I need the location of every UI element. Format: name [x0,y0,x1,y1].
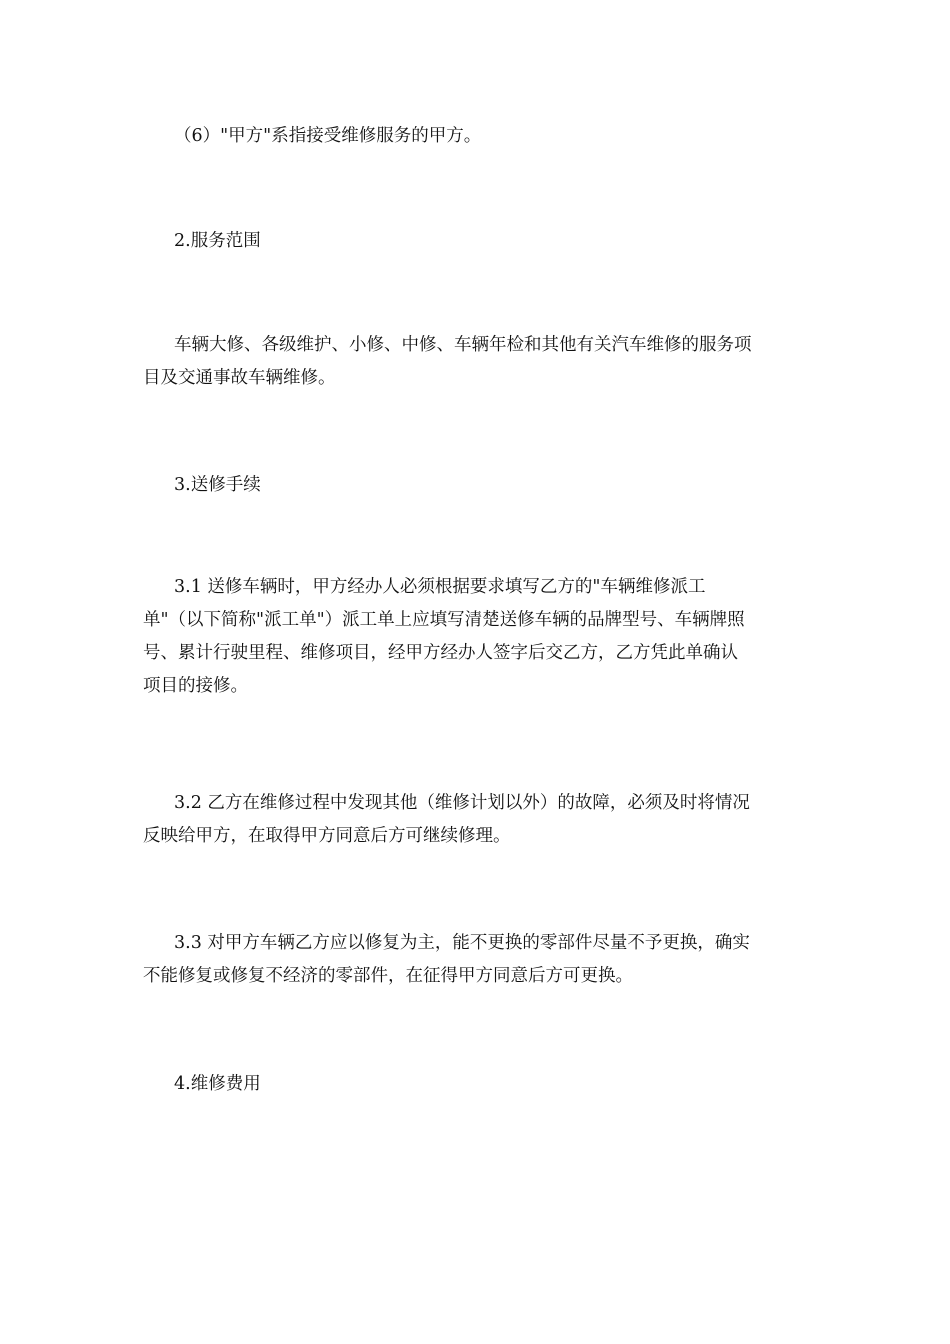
clause-3-1-line-1: 3.1 送修车辆时，甲方经办人必须根据要求填写乙方的"车辆维修派工 [174,577,706,597]
clause-3-3-line-1: 3.3 对甲方车辆乙方应以修复为主，能不更换的零部件尽量不予更换，确实 [174,933,750,953]
clause-3-3-line-2: 不能修复或修复不经济的零部件，在征得甲方同意后方可更换。 [143,966,633,986]
section-2-heading [143,225,809,258]
section-4-title: 4.维修费用 [174,1074,261,1094]
item-6-definition [143,120,809,153]
clause-3-1 [143,571,809,703]
section-2-body [143,329,809,395]
clause-3-2-line-1: 3.2 乙方在维修过程中发现其他（维修计划以外）的故障，必须及时将情况 [174,793,750,813]
clause-3-1-line-2: 单"（以下简称"派工单"）派工单上应填写清楚送修车辆的品牌型号、车辆牌照 [143,610,745,630]
section-3-title: 3.送修手续 [174,475,261,495]
clause-3-2 [143,787,809,853]
clause-3-1-line-3: 号、累计行驶里程、维修项目，经甲方经办人签字后交乙方，乙方凭此单确认 [143,643,738,663]
clause-3-1-line-4: 项目的接修。 [143,676,248,696]
section-3-heading [143,469,809,502]
section-4-heading [143,1068,809,1101]
item-6-text: （6）"甲方"系指接受维修服务的甲方。 [174,126,482,146]
section-2-line-1: 车辆大修、各级维护、小修、中修、车辆年检和其他有关汽车维修的服务项 [174,335,752,355]
section-2-line-2: 目及交通事故车辆维修。 [143,368,336,388]
section-2-title: 2.服务范围 [174,231,261,251]
clause-3-3 [143,927,809,993]
clause-3-2-line-2: 反映给甲方，在取得甲方同意后方可继续修理。 [143,826,511,846]
